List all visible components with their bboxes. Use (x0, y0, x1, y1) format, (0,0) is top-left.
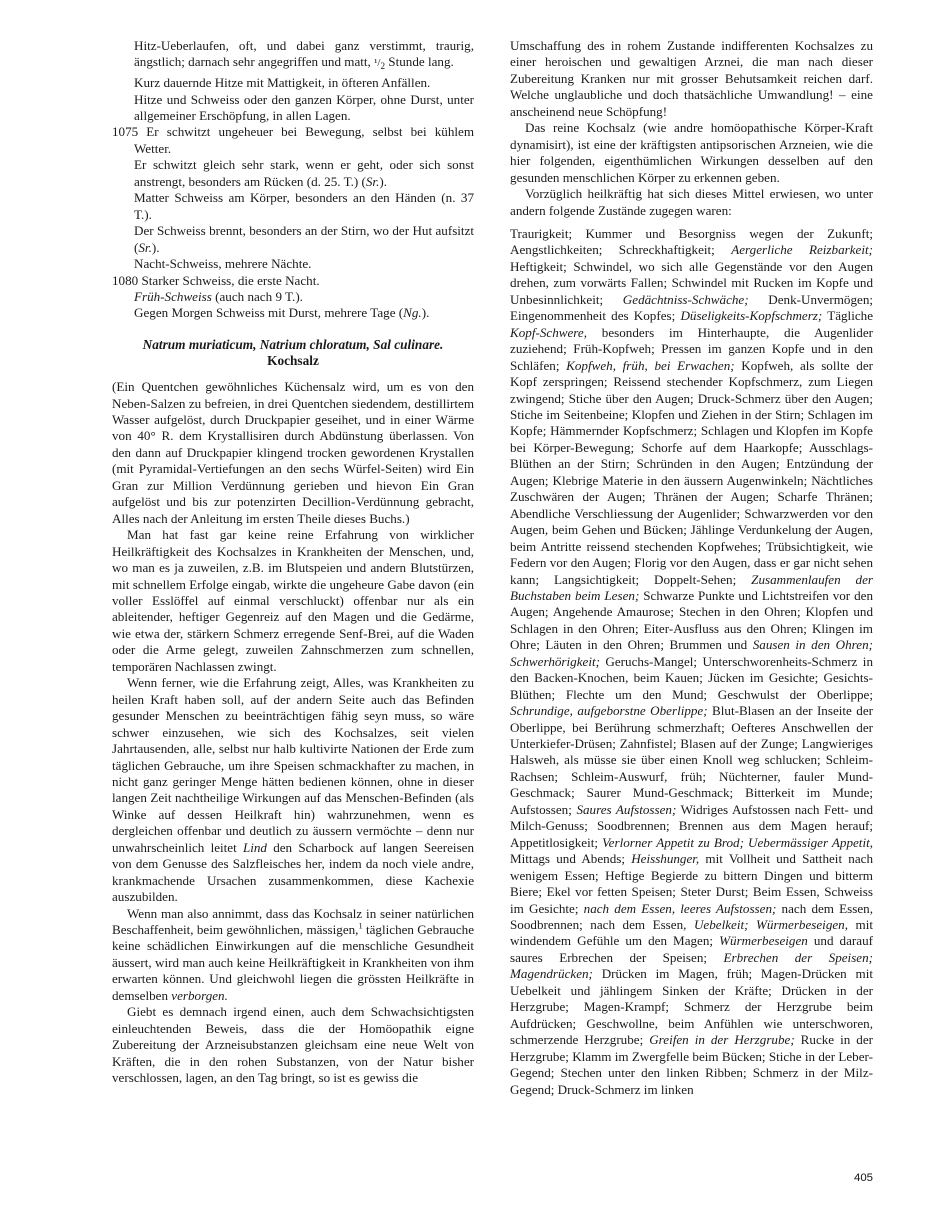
paragraph: Kurz dauernde Hitze mit Mattigkeit, in öfteren Anfällen. (134, 75, 431, 91)
page-number: 405 (853, 1172, 873, 1184)
paragraph-preparation: (Ein Quentchen gewöhnliches Küchensalz wird, um es von den Neben-Salzen zu befreien, in drei Quentchen siedendem, destillirtem Wasser aufgelöst, durch Druckpapier geseihet, und in einer Wärme von 40° R. dem Krystallisiren durch Abdünstung überlassen. Von den dann auf Druckpapier klingend trocken gewordenen Krystallen (mit Pyramidal-Vertiefungen an den sechs Würfel-Seiten) wird Ein Gran zur Million Verdünnung gerieben und hievon Ein Gran aufgelöst und bis zur potenzirten Decillion-Verdünnung gebracht, Alles nach der Anleitung im ersten Theile dieses Buchs.) (112, 379, 475, 526)
paragraph: Hitze und Schweiss oder den ganzen Körper, ohne Durst, unter allgemeiner Erschöpfung, in allen Lagen. (134, 91, 475, 123)
paragraph-experience: Man hat fast gar keine reine Erfahrung von wirklicher Heilkräftigkeit des Kochsalzes in Krankheiten der Menschen, und, wo man es ja zuweilen, z.B. im Blutspeien und andern Blutstürzen, mit schnellem Erfolge eingab, wirkte die ungeheure Gabe davon (ein voller Esslöffel auf einmal verschluckt) offenbar nur als ein ableitender, heftiger Gegenreiz auf den Magen und die Gedärme, wie etwa der, stärkern Schmerz erregende Senf-Brei, auf die Waden oder die Arme gelegt, zuweilen Zahnschmerzen zum schnellen, temporären Nachlassen zwingt. (112, 527, 475, 674)
paragraph-proof: Giebt es demnach irgend einen, auch dem Schwachsichtigsten einleuchtenden Beweis, dass die der Homöopathik eigne Zubereitung der Arzneisubstanzen gleichsam eine neue Welt von Kräften, die in den rohen Substanzen, von der Natur bisher verschlossen, lagen, an den Tag bringt, so ist es gewiss die (112, 1004, 475, 1086)
section-heading-line1: Natrum muriaticum, Natrium chloratum, Sal culinare. (142, 336, 444, 352)
right-column (510, 38, 873, 1168)
spacer (510, 219, 873, 226)
entry-number: 1075 (112, 124, 139, 140)
paragraph: Der Schweiss brennt, besonders an der Stirn, wo der Hut aufsitzt (Sr.). (134, 223, 475, 255)
two-column-body (112, 38, 873, 1168)
paragraph: Matter Schweiss am Körper, besonders an den Händen (n. 37 T.). (134, 190, 475, 222)
paragraph: Gegen Morgen Schweiss mit Durst, mehrere Tage (Ng.). (134, 305, 430, 321)
paragraph: Hitz-Ueberlaufen, oft, und dabei ganz verstimmt, traurig, ängstlich; darnach sehr angegriffen und matt, $^1/_2$ Stunde lang. (134, 38, 475, 72)
paragraph-indications: Vorzüglich heilkräftig hat sich dieses Mittel erwiesen, wo unter andern folgende Zustände zugegen waren: (510, 186, 873, 218)
numbered-entry-1080: 1080 Starker Schweiss, die erste Nacht. (112, 272, 320, 288)
section-heading (112, 337, 474, 370)
paragraph: Er schwitzt gleich sehr stark, wenn er geht, oder sich sonst anstrengt, besonders am Rücken (d. 25. T.) (Sr.). (134, 157, 475, 189)
left-column (112, 38, 474, 1168)
paragraph-nations: Wenn ferner, wie die Erfahrung zeigt, Alles, was Krankheiten zu heilen Kraft haben soll, auf der andern Seite auch das Befinden gesunder Menschen zu beeinträchtigen fähig seyn muss, so wäre schwer einzusehen, wie sich des Kochsalzes, seit vielen Jahrtausenden, alle, selbst nur halb kultivirte Nationen der Erde zum täglichen Gebrauche, um ihre Speisen schmackhafter zu machen, in nicht ganz geringer Menge hätten bedienen können, ohne in dieser langen Zeit nachtheilige Wirkungen auf das Menschen-Befinden (als Winke auf dessen Heilkraft hin) wahrzunehmen, wenn es dergleichen offenbar und deutlich zu äussern vermöchte – denn nur unwahrscheinlich leitet Lind den Scharbock auf langen Seereisen von dem Genusse des Salzfleisches her, indem da noch viele andre, krankmachende Ursachen zusammenkommen, diese Kachexie auszubilden. (112, 675, 475, 905)
paragraph: Früh-Schweiss (auch nach 9 T.). (134, 288, 303, 304)
paragraph-assumption: Wenn man also annimmt, dass das Kochsalz in seiner natürlichen Beschaffenheit, beim gewöhnlichen, mässigen,$^1$ täglichen Gebrauche keine schädlichen Einwirkungen auf die menschliche Gesundheit äussert, wird man auch keine Heilkräftigkeit in Krankheiten von ihm erwarten können. Und gleichwohl liegen die grössten Heilkräfte in demselben verborgen. (112, 905, 475, 1003)
entry-number: 1080 (112, 272, 139, 288)
paragraph: Nacht-Schweiss, mehrere Nächte. (134, 256, 312, 272)
paragraph-antipsoric: Das reine Kochsalz (wie andre homöopathische Körper-Kraft dynamisirt), ist eine der kräftigsten antipsorischen Arzneien, wie die hier folgenden, eigenthümlichen Wirkungen desselben auf den gesunden menschlichen Körper zu erkennen geben. (510, 120, 873, 185)
symptom-list: Traurigkeit; Kummer und Besorgniss wegen der Zukunft; Aengstlichkeiten; Schreckhaftigkeit; Aergerliche Reizbarkeit; Heftigkeit; Schwindel, wo sich alle Gegenstände vor den Augen drehen, zum vorwärts Fallen; Schwindel mit Rucken im Kopfe und Unbesinnlichkeit; Gedächtniss-Schwäche; Denk-Unvermögen; Eingenommenheit des Kopfes; Düseligkeits-Kopfschmerz; Tägliche Kopf-Schwere, besonders im Hinterhaupte, die Augenlider zuziehend; Früh-Kopfweh; Pressen im ganzen Kopfe und in den Schläfen; Kopfweh, früh, bei Erwachen; Kopfweh, als sollte der Kopf zerspringen; Reissend stechender Kopfschmerz, zum Liegen zwingend; Stiche über den Augen; Druck-Schmerz über den Augen; Stiche im Seitenbeine; Klopfen und Ziehen in der Stirn; Schlagen im Kopfe; Hämmernder Kopfschmerz; Schlagen und Klopfen im Kopfe bei Körper-Bewegung; Schorfe auf dem Haarkopfe; Ausschlags-Blüthen an der Stirn; Schründen in den Augen; Entzündung der Augen; Klebrige Materie in den äussern Augenwinkeln; Nächtliches Zuschwären der Augen; Thränen der Augen; Scharfe Thränen; Abendliche Verschliessung der Augenlider; Schwarzwerden vor den Augen, beim Gehen und Bücken; Jählinge Verdunkelung der Augen, beim Antritte reissend stechenden Kopfwehes; Trübsichtigkeit, wie Federn vor den Augen; Florig vor den Augen, dass er gar nicht sehen kann; Langsichtigkeit; Doppelt-Sehen; Zusammenlaufen der Buchstaben beim Lesen; Schwarze Punkte und Lichtstreifen vor den Augen; Angehende Amaurose; Stechen in den Ohren; Klopfen und Schlagen in den Ohren; Eiter-Ausfluss aus den Ohren; Klingen im Ohre; Läuten in den Ohren; Brummen und Sausen in den Ohren; Schwerhörigkeit; Geruchs-Mangel; Unterschworenheits-Schmerz in den Backen-Knochen, beim Kauen; Jücken im Gesichte; Gesichts-Blüthen; Flechte um den Mund; Geschwulst der Oberlippe; Schrundige, aufgeborstne Oberlippe; Blut-Blasen an der Inseite der Oberlippe, bei Berührung schmerzhaft; Oefteres Anschwellen der Unterkiefer-Drüsen; Zahnfistel; Blasen auf der Zunge; Langwieriges Halsweh, als müsse sie über einen Knoll weg schlucken; Schleim-Rachsen; Schleim-Auswurf, früh; Nüchterner, fauler Mund-Geschmack; Saurer Mund-Geschmack; Bitterkeit im Munde; Aufstossen; Saures Aufstossen; Widriges Aufstossen nach Fett- und Milch-Genuss; Soodbrennen; Brennen aus dem Magen herauf; Appetitlosigkeit; Verlorner Appetit zu Brod; Uebermässiger Appetit, Mittags und Abends; Heisshunger, mit Vollheit und Sattheit nach wenigem Essen; Heftige Begierde zu bittern Dingen und bitterm Biere; Ekel vor fetten Speisen; Steter Durst; Beim Essen, Schweiss im Gesichte; nach dem Essen, leeres Aufstossen; nach dem Essen, Soodbrennen; nach dem Essen, Uebelkeit; Würmerbeseigen, mit windendem Gefühle um den Magen; Würmerbeseigen und darauf saures Erbrechen der Speisen; Erbrechen der Speisen; Magendrücken; Drücken im Magen, früh; Magen-Drücken mit Uebelkeit und jählingem Sinken der Kräfte; Drücken in der Herzgrube; Magen-Krampf; Schmerz der Herzgrube beim Aufdrücken; Geschwollne, beim Anfühlen wie unterschworen, schmerzende Herzgrube; Greifen in der Herzgrube; Rucke in der Herzgrube; Klamm im Zwergfelle beim Bücken; Stiche in der Leber-Gegend; Stechen unter den linken Ribben; Schmerz in der Milz-Gegend; Druck-Schmerz im linken (510, 225, 874, 1097)
numbered-entry-1075: 1075 Er schwitzt ungeheuer bei Bewegung, selbst bei kühlem Wetter. (112, 124, 475, 156)
section-heading-line2: Kochsalz (267, 353, 319, 369)
paragraph-transformation: Umschaffung des in rohem Zustande indifferenten Kochsalzes zu einer heroischen und gewaltigen Arznei, die man nach dieser Zubereitung Kranken nur mit grosser Behutsamkeit reichen darf. Welche unglaubliche und doch thatsächliche Umwandlung! – eine anscheinend neue Schöpfung! (510, 38, 873, 119)
